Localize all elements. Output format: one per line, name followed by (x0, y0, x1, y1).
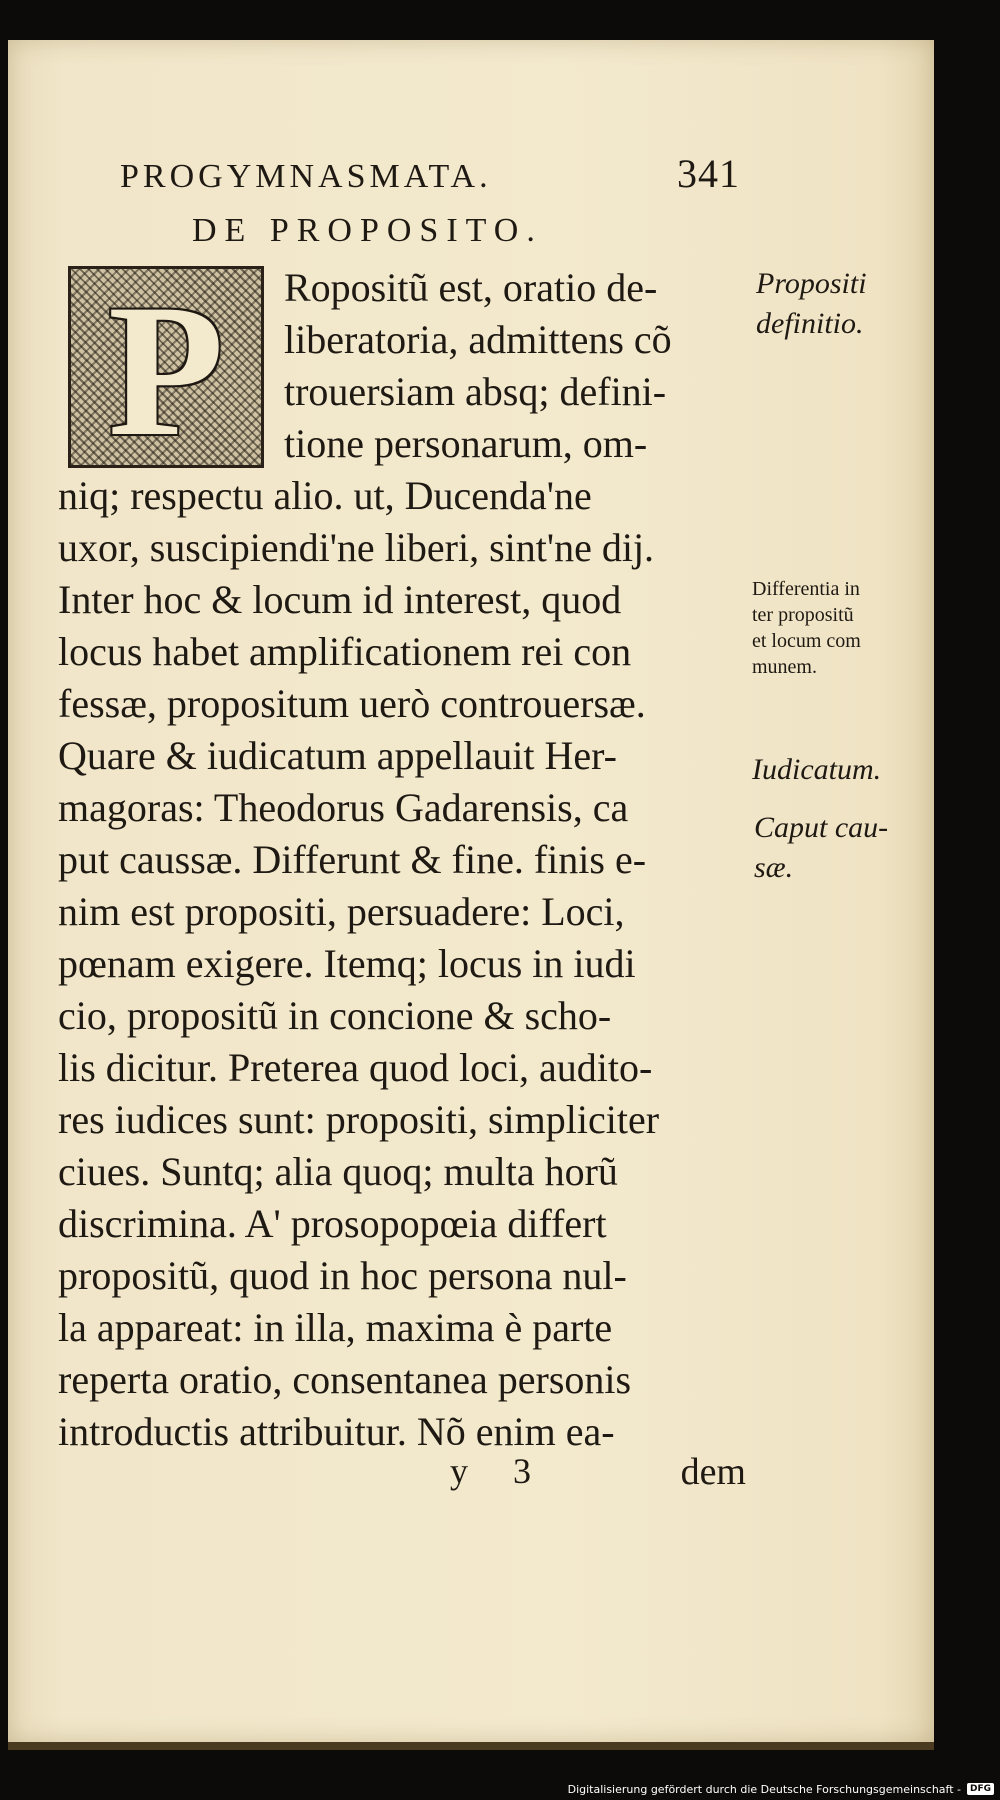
text-line: Quare & iudicatum appellauit Her- (58, 733, 617, 778)
marginal-note (752, 750, 881, 790)
marginal-note-line: Differentia in (752, 578, 860, 600)
marginal-note-line: Iudicatum. (752, 753, 882, 786)
drop-cap-letter: P (107, 266, 225, 468)
text-line: magoras: Theodorus Gadarensis, ca (58, 785, 629, 830)
text-line: Ropositũ est, oratio de- (284, 265, 658, 310)
text-line: reperta oratio, consentanea personis (58, 1357, 632, 1402)
dfg-logo-icon: DFG (967, 1783, 994, 1795)
text-line: discrimina. A' prosopopœia differt (58, 1201, 607, 1246)
section-heading: DE PROPOSITO. (192, 212, 543, 249)
marginal-note-line: sæ. (754, 851, 794, 884)
marginal-note (752, 576, 861, 680)
text-line: res iudices sunt: propositi, simpliciter (58, 1097, 660, 1142)
marginal-note (756, 264, 867, 344)
marginal-note-line: et locum com (752, 630, 861, 652)
text-line: put caussæ. Differunt & fine. finis e- (58, 837, 647, 882)
running-title: PROGYMNASMATA. (120, 158, 492, 195)
digitization-credit (568, 1781, 994, 1797)
signature-mark: y 3 (450, 1451, 549, 1491)
text-line: cio, propositũ in concione & scho- (58, 993, 612, 1038)
marginal-note-line: Caput cau- (754, 811, 889, 844)
catchword: dem (680, 1451, 746, 1493)
text-line: pœnam exigere. Itemq; locus in iudi (58, 941, 636, 986)
text-line: tione personarum, om- (284, 421, 648, 466)
text-line: liberatoria, admittens cõ (284, 317, 672, 362)
text-line: introductis attribuitur. Nõ enim ea- (58, 1409, 615, 1454)
text-line: Inter hoc & locum id interest, quod (58, 577, 622, 622)
marginal-note-line: ter propositũ (752, 604, 854, 626)
page-foot (58, 1450, 746, 1506)
text-line: niq; respectu alio. ut, Ducenda'ne (58, 473, 592, 518)
marginal-note-line: munem. (752, 656, 817, 678)
text-line: nim est propositi, persuadere: Loci, (58, 889, 625, 934)
text-line: trouersiam absq; defini- (284, 369, 667, 414)
marginal-note-line: definitio. (756, 307, 864, 340)
text-line: la appareat: in illa, maxima è parte (58, 1305, 613, 1350)
text-line: lis dicitur. Preterea quod loci, audito- (58, 1045, 653, 1090)
credit-text: Digitalisierung gefördert durch die Deutsche Forschungsgemeinschaft - (567, 1782, 961, 1796)
text-line: locus habet amplificationem rei con (58, 629, 632, 674)
text-line: ciues. Suntq; alia quoq; multa horũ (58, 1149, 618, 1194)
marginal-note (754, 808, 888, 888)
text-line: propositũ, quod in hoc persona nul- (58, 1253, 627, 1298)
page-bottom-edge (8, 1742, 934, 1750)
page-number: 341 (677, 151, 740, 196)
running-head (120, 150, 740, 200)
text-line: fessæ, propositum uerò controuersæ. (58, 681, 646, 726)
drop-cap-woodcut (68, 266, 264, 468)
text-line: uxor, suscipiendi'ne liberi, sint'ne dij. (58, 525, 655, 570)
marginal-note-line: Propositi (756, 267, 867, 300)
